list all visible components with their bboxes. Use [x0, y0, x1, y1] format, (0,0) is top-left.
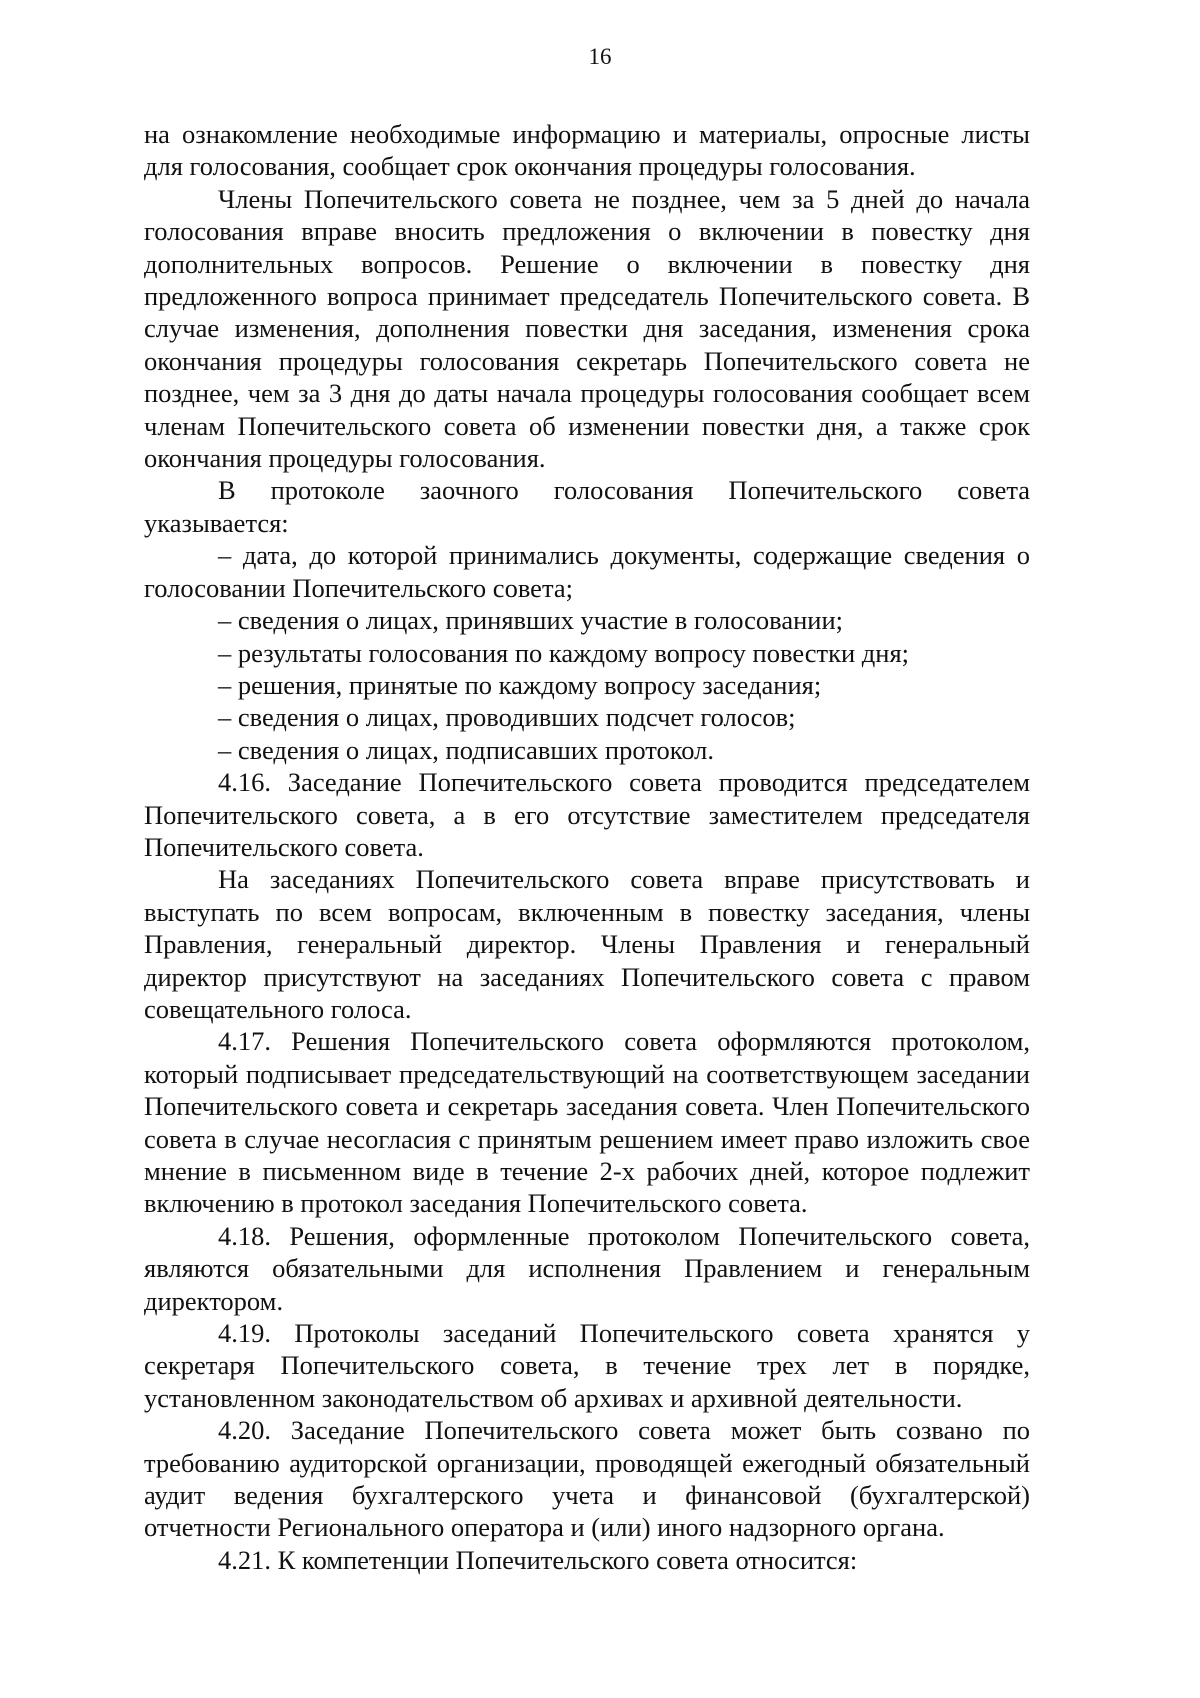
list-item-signatories: – сведения о лицах, подписавших протокол. — [218, 734, 714, 765]
paragraph-protocol-contents: В протоколе заочного голосования Попечительского совета указывается: — [144, 475, 1030, 538]
page-number: 16 — [588, 44, 612, 69]
paragraph-4-16: 4.16. Заседание Попечительского совета проводится председателем Попечительского совета, а в его отсутствие заместителем председателя Попечительского совета. — [144, 767, 1030, 862]
list-item-decisions: – решения, принятые по каждому вопросу заседания; — [218, 669, 822, 700]
list-item-results: – результаты голосования по каждому вопросу повестки дня; — [218, 637, 909, 668]
paragraph-4-21: 4.21. К компетенции Попечительского совета относится: — [218, 1544, 858, 1575]
paragraph-4-18: 4.18. Решения, оформленные протоколом Попечительского совета, являются обязательными для исполнения Правлением и генеральным директором. — [144, 1220, 1030, 1316]
paragraph-4-19: 4.19. Протоколы заседаний Попечительского совета хранятся у секретаря Попечительского совета, в течение трех лет в порядке, установленном законодательством об архивах и архивной деятельности. — [144, 1318, 1030, 1413]
list-item-date: – дата, до которой принимались документы, содержащие сведения о голосовании Попечительского совета; — [144, 540, 1030, 603]
paragraph-4-17: 4.17. Решения Попечительского совета оформляются протоколом, который подписывает председательствующий на соответствующем заседании Попечительского совета и секретарь заседания совета. Член Попечительского совета в случае несогласия с принятым решением имеет право изложить свое мнение в письменном виде в течение 2-х рабочих дней, которое подлежит включению в протокол заседания Попечительского совета. — [144, 1026, 1030, 1219]
paragraph-agenda-proposals: Члены Попечительского совета не позднее, чем за 5 дней до начала голосования вправе вносить предложения о включении в повестку дня дополнительных вопросов. Решение о включении в повестку дня предложенного вопроса принимает председатель Попечительского совета. В случае изменения, дополнения повестки дня заседания, изменения срока окончания процедуры голосования секретарь Попечительского совета не позднее, чем за 3 дня до даты начала процедуры голосования сообщает всем членам Попечительского совета об изменении повестки дня, а также срок окончания процедуры голосования. — [144, 183, 1030, 474]
paragraph-attendance: На заседаниях Попечительского совета вправе присутствовать и выступать по всем вопросам, включенным в повестку заседания, члены Правления, генеральный директор. Члены Правления и генеральный директор присутствуют на заседаниях Попечительского совета с правом совещательного голоса. — [144, 864, 1030, 1024]
list-item-participants: – сведения о лицах, принявших участие в голосовании; — [218, 605, 843, 636]
paragraph-continuation: на ознакомление необходимые информацию и материалы, опросные листы для голосования, сообщает срок окончания процедуры голосования. — [144, 119, 1030, 182]
list-item-vote-counters: – сведения о лицах, проводивших подсчет голосов; — [218, 702, 796, 733]
paragraph-4-20: 4.20. Заседание Попечительского совета может быть созвано по требованию аудиторской организации, проводящей ежегодный обязательный аудит ведения бухгалтерского учета и финансовой (бухгалтерской) отчетности Регионального оператора и (или) иного надзорного органа. — [144, 1415, 1030, 1543]
document-body — [144, 118, 1030, 1576]
